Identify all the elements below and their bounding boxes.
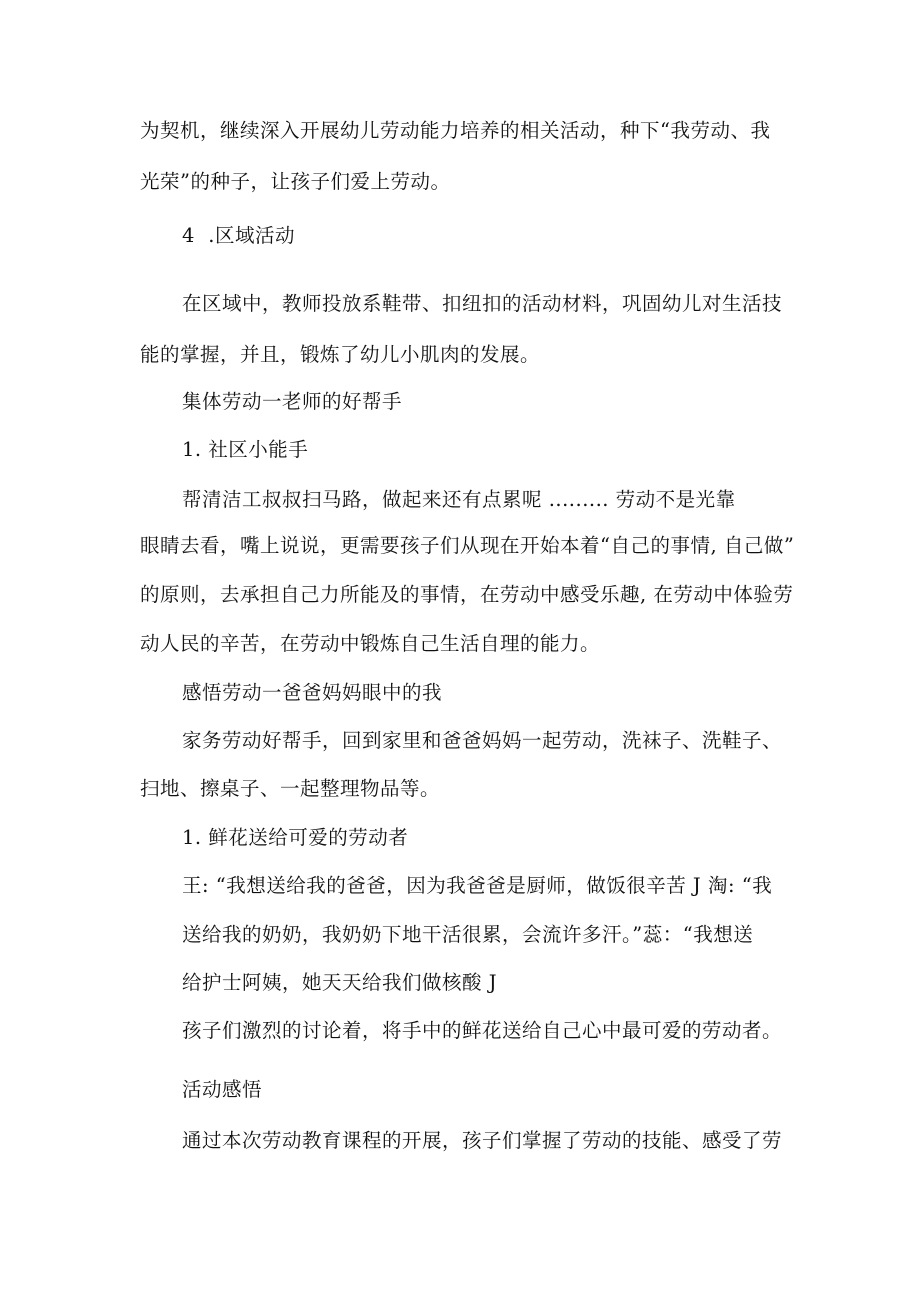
- paragraph-line: 送给我的奶奶，我奶奶下地干活很累，会流许多汗。”蕊：“我想送: [182, 923, 754, 946]
- section-heading: 活动感悟: [182, 1078, 263, 1101]
- paragraph-line: 通过本次劳动教育课程的开展，孩子们掌握了劳动的技能、感受了劳: [182, 1129, 783, 1152]
- paragraph-line: 光荣”的种子，让孩子们爱上劳动。: [140, 170, 451, 193]
- section-heading: 1. 鲜花送给可爱的劳动者: [182, 826, 409, 849]
- paragraph-line: 在区域中，教师投放系鞋带、扣纽扣的活动材料，巩固幼儿对生活技: [182, 292, 783, 315]
- section-heading: 感悟劳动一爸爸妈妈眼中的我: [182, 681, 443, 704]
- paragraph-line: 王: “我想送给我的爸爸，因为我爸爸是厨师，做饭很辛苦 J 淘: “我: [182, 874, 773, 897]
- paragraph-line: 为契机，继续深入开展幼儿劳动能力培养的相关活动，种下“我劳动、我: [140, 119, 771, 142]
- section-heading: 1. 社区小能手: [182, 438, 309, 461]
- section-heading: 集体劳动一老师的好帮手: [182, 390, 403, 413]
- paragraph-line: 帮清洁工叔叔扫马路，做起来还有点累呢 ......... 劳动不是光靠: [182, 488, 736, 511]
- paragraph-line: 扫地、擦桌子、一起整理物品等。: [140, 777, 441, 800]
- paragraph-line: 能的掌握，并且，锻炼了幼儿小肌肉的发展。: [140, 343, 541, 366]
- paragraph-line: 家务劳动好帮手，回到家里和爸爸妈妈一起劳动，洗袜子、洗鞋子、: [182, 729, 783, 752]
- paragraph-line: 孩子们激烈的讨论着，将手中的鲜花送给自己心中最可爱的劳动者。: [182, 1019, 783, 1042]
- paragraph-line: 眼睛去看，嘴上说说，更需要孩子们从现在开始本着“自己的事情, 自己做”: [140, 534, 795, 557]
- paragraph-line: 的原则，去承担自己力所能及的事情，在劳动中感受乐趣, 在劳动中体验劳: [140, 583, 794, 606]
- section-heading: 4 .区域活动: [182, 224, 296, 247]
- paragraph-line: 动人民的辛苦，在劳动中锻炼自己生活自理的能力。: [140, 632, 601, 655]
- paragraph-line: 给护士阿姨，她天天给我们做核酸 J: [182, 971, 498, 994]
